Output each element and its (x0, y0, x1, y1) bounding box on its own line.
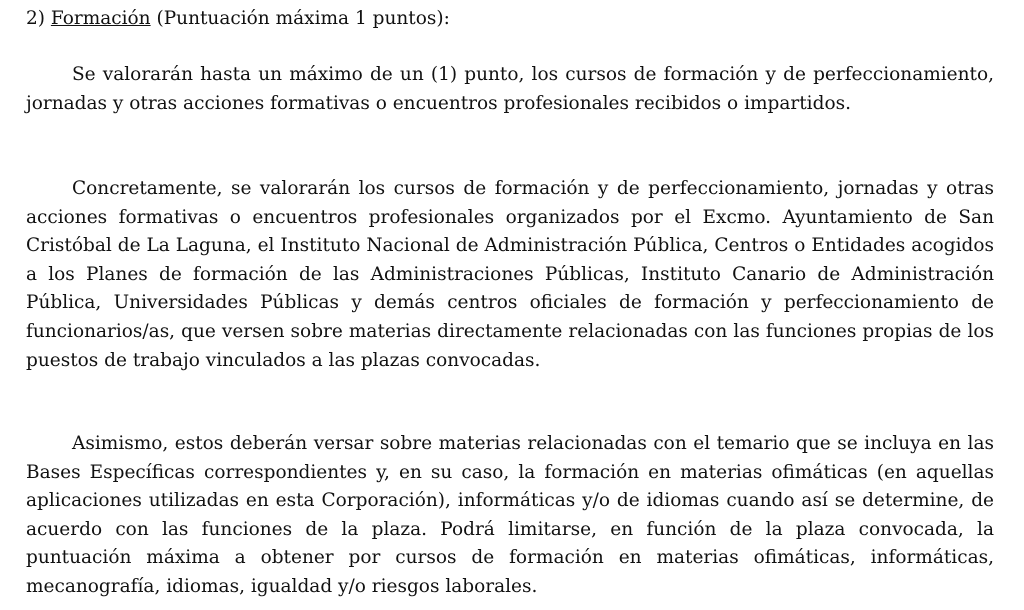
paragraph-2: Concretamente, se valorarán los cursos de formación y de perfeccionamiento, jornadas y otras acciones formativas o encuentros profesionales organizados por el Excmo. Ayuntamiento de San Cristóbal de La Laguna, el Instituto Nacional de Administración Pública, Centros o Entidades acogidos a los Planes de formación de las Administraciones Públicas, Instituto Canario de Administración Pública, Universidades Públicas y demás centros oficiales de formación y perfeccionamiento de funcionarios/as, que versen sobre materias directamente relacionadas con las funciones propias de los puestos de trabajo vinculados a las plazas convocadas. (26, 178, 994, 371)
section-subtitle: (Puntuación máxima 1 puntos): (156, 8, 450, 29)
section-number: 2) (26, 8, 45, 29)
section-heading (26, 5, 994, 33)
paragraph-1: Se valorarán hasta un máximo de un (1) punto, los cursos de formación y de perfeccionamiento, jornadas y otras acciones formativas o encuentros profesionales recibidos o impartidos. (26, 64, 994, 114)
section-title: Formación (50, 8, 151, 29)
document-page (26, 0, 994, 610)
paragraph-3: Asimismo, estos deberán versar sobre materias relacionadas con el temario que se incluya en las Bases Específicas correspondientes y, en su caso, la formación en materias ofimáticas (en aquellas aplicaciones utilizadas en esta Corporación), informáticas y/o de idiomas cuando así se determine, de acuerdo con las funciones de la plaza. Podrá limitarse, en función de la plaza convocada, la puntuación máxima a obtener por cursos de formación en materias ofimáticas, informáticas, mecanografía, idiomas, igualdad y/o riesgos laborales. (26, 433, 994, 597)
